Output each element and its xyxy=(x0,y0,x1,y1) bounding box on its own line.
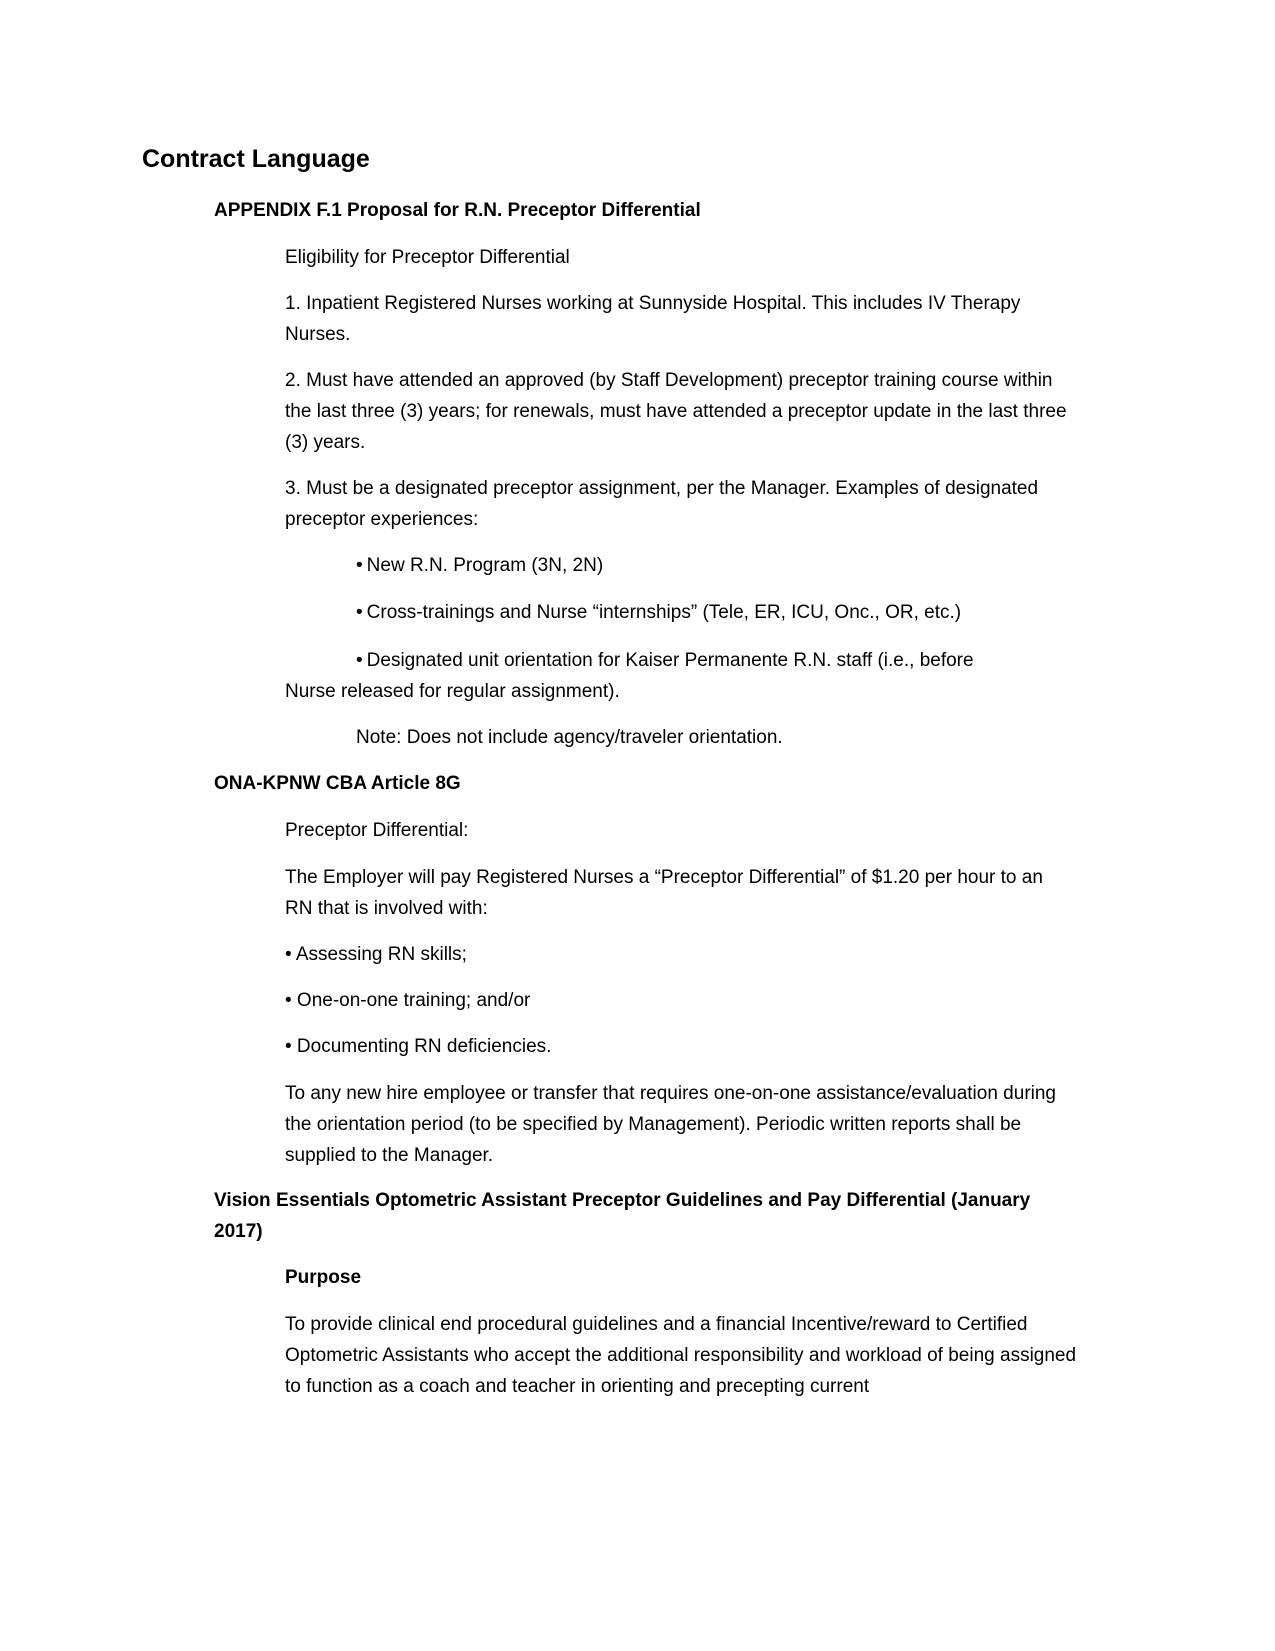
article-intro: The Employer will pay Registered Nurses a “Preceptor Differential” of $1.20 per hour to an RN that is involved with: xyxy=(285,867,1043,919)
vision-heading: Vision Essentials Optometric Assistant Preceptor Guidelines and Pay Differential (January 2017) xyxy=(214,1190,1031,1242)
list-item: • Assessing RN skills; xyxy=(285,944,467,965)
bullet-icon: • xyxy=(356,650,363,671)
appendix-heading: APPENDIX F.1 Proposal for R.N. Preceptor Differential xyxy=(214,200,701,221)
purpose-label: Purpose xyxy=(285,1267,362,1288)
list-item-text: Cross-trainings and Nurse “internships” (Tele, ER, ICU, Onc., OR, etc.) xyxy=(366,602,962,623)
bullet-icon: • xyxy=(356,602,363,623)
bullet-icon: • xyxy=(356,555,363,576)
eligibility-label: Eligibility for Preceptor Differential xyxy=(285,247,570,268)
list-item-text: Designated unit orientation for Kaiser Permanente R.N. staff (i.e., before xyxy=(366,650,974,671)
article-closing: To any new hire employee or transfer that requires one-on-one assistance/evaluation during the orientation period (to be specified by Management). Periodic written reports shall be supplied to the Manager. xyxy=(285,1083,1057,1166)
page-title: Contract Language xyxy=(142,145,370,173)
list-item xyxy=(356,597,1076,628)
list-item: • One-on-one training; and/or xyxy=(285,990,531,1011)
article-heading: ONA-KPNW CBA Article 8G xyxy=(214,773,461,794)
list-item-continuation: Nurse released for regular assignment). xyxy=(285,681,620,702)
purpose-text: To provide clinical end procedural guidelines and a financial Incentive/reward to Certified Optometric Assistants who accept the additional responsibility and workload of being assigned to function as a coach and teacher in orienting and precepting current xyxy=(285,1314,1077,1397)
list-item xyxy=(356,550,1076,581)
list-item: • Documenting RN deficiencies. xyxy=(285,1036,552,1057)
eligibility-item-2: 2. Must have attended an approved (by Staff Development) preceptor training course within the last three (3) years; for renewals, must have attended a preceptor update in the last three (3) years. xyxy=(285,370,1067,453)
eligibility-item-3: 3. Must be a designated preceptor assignment, per the Manager. Examples of designated preceptor experiences: xyxy=(285,478,1039,530)
list-item xyxy=(356,645,1076,676)
appendix-note: Note: Does not include agency/traveler orientation. xyxy=(356,727,783,748)
article-label: Preceptor Differential: xyxy=(285,820,469,841)
eligibility-item-1: 1. Inpatient Registered Nurses working at Sunnyside Hospital. This includes IV Therapy Nurses. xyxy=(285,293,1021,345)
list-item-text: New R.N. Program (3N, 2N) xyxy=(366,555,604,576)
